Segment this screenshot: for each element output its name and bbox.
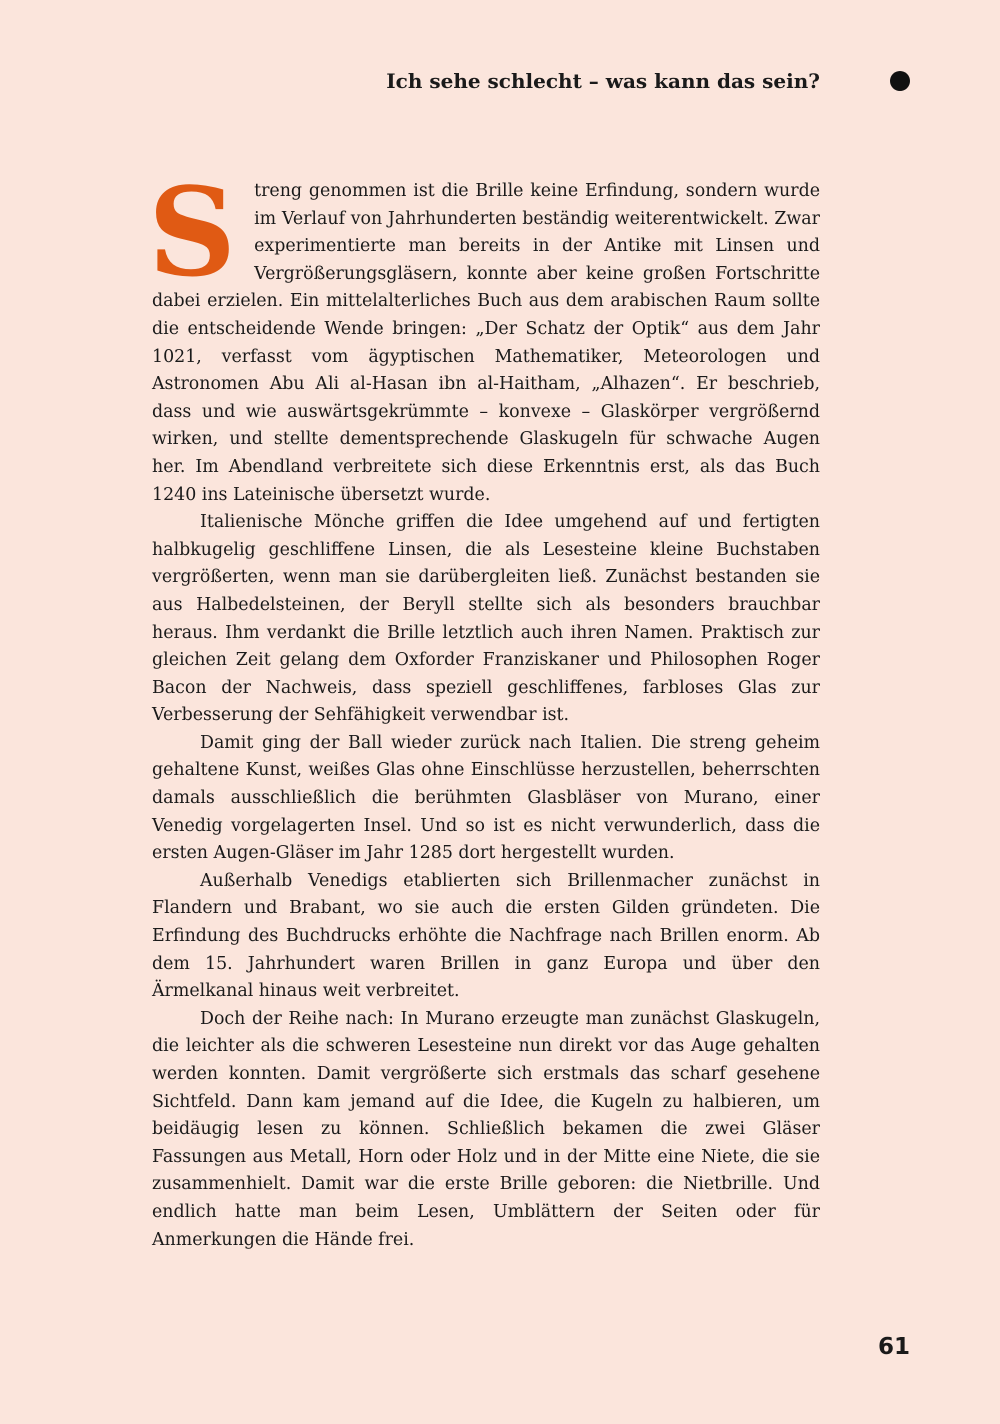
chapter-bullet [890,71,910,91]
paragraph-4: Außerhalb Venedigs etablierten sich Brillenmacher zunächst in Flandern und Brabant, wo sie auch die ersten Gilden gründeten. Die Erfindung des Buchdrucks erhöhte die Nachfrage nach Brillen enorm. Ab dem 15. Jahrhundert waren Brillen in ganz Europa und über den Ärmelkanal hinaus weit verbreitet. [152,870,820,1002]
paragraph-3: Damit ging der Ball wieder zurück nach Italien. Die streng geheim gehaltene Kunst, weißes Glas ohne Einschlüsse herzustellen, beherrschten damals ausschließlich die berühmten Glasbläser von Murano, einer Venedig vorgelagerten Insel. Und so ist es nicht verwunderlich, dass die ersten Augen-Gläser im Jahr 1285 dort hergestellt wurden. [152,732,820,864]
paragraph-5: Doch der Reihe nach: In Murano erzeugte man zunächst Glaskugeln, die leichter als die schweren Lesesteine nun direkt vor das Auge gehalten werden konnten. Damit vergrößerte sich erstmals das scharf gesehene Sichtfeld. Dann kam jemand auf die Idee, die Kugeln zu halbieren, um beidäugig lesen zu können. Schließlich bekamen die zwei Gläser Fassungen aus Metall, Horn oder Holz und in der Mitte eine Niete, die sie zusammenhielt. Damit war die erste Brille geboren: die Nietbrille. Und endlich hatte man beim Lesen, Umblättern der Seiten oder für Anmerkungen die Hände frei. [152,1008,820,1250]
running-head: Ich sehe schlecht – was kann das sein? [386,69,820,93]
article-body [148,160,820,1254]
paragraph-1-text: treng genommen ist die Brille keine Erfindung, sondern wurde im Verlauf von Jahrhunderten beständig weiterentwickelt. Zwar experimentierte man bereits in der Antike mit Linsen und Vergrößerungsgläsern, konnte aber keine großen Fortschritte dabei erzielen. Ein mittelalterliches Buch aus dem arabischen Raum sollte die entscheidende Wende bringen: „Der Schatz der Optik“ aus dem Jahr 1021, verfasst vom ägyptischen Mathematiker, Meteorologen und Astronomen Abu Ali al-Hasan ibn al-Haitham, „Alhazen“. Er beschrieb, dass und wie auswärtsgekrümmte – konvexe – Glaskörper vergrößernd wirken, und stellte dementsprechende Glaskugeln für schwache Augen her. Im Abendland verbreitete sich diese Erkenntnis erst, als das Buch 1240 ins Lateinische übersetzt wurde. [152,181,820,505]
page-number: 61 [877,1334,910,1360]
paragraph-2: Italienische Mönche griffen die Idee umgehend auf und fertigten halbkugelig geschliffene Linsen, die als Lesesteine kleine Buchstaben vergrößerten, wenn man sie darübergleiten ließ. Zunächst bestanden sie aus Halbedelsteinen, der Beryll stellte sich als besonders brauchbar heraus. Ihm verdankt die Brille letztlich auch ihren Namen. Praktisch zur gleichen Zeit gelang dem Oxforder Franziskaner und Philosophen Roger Bacon der Nachweis, dass speziell geschliffenes, farbloses Glas zur Verbesserung der Sehfähigkeit verwendbar ist. [152,512,820,726]
paragraph-1 [148,160,820,509]
drop-cap: S [148,160,237,304]
